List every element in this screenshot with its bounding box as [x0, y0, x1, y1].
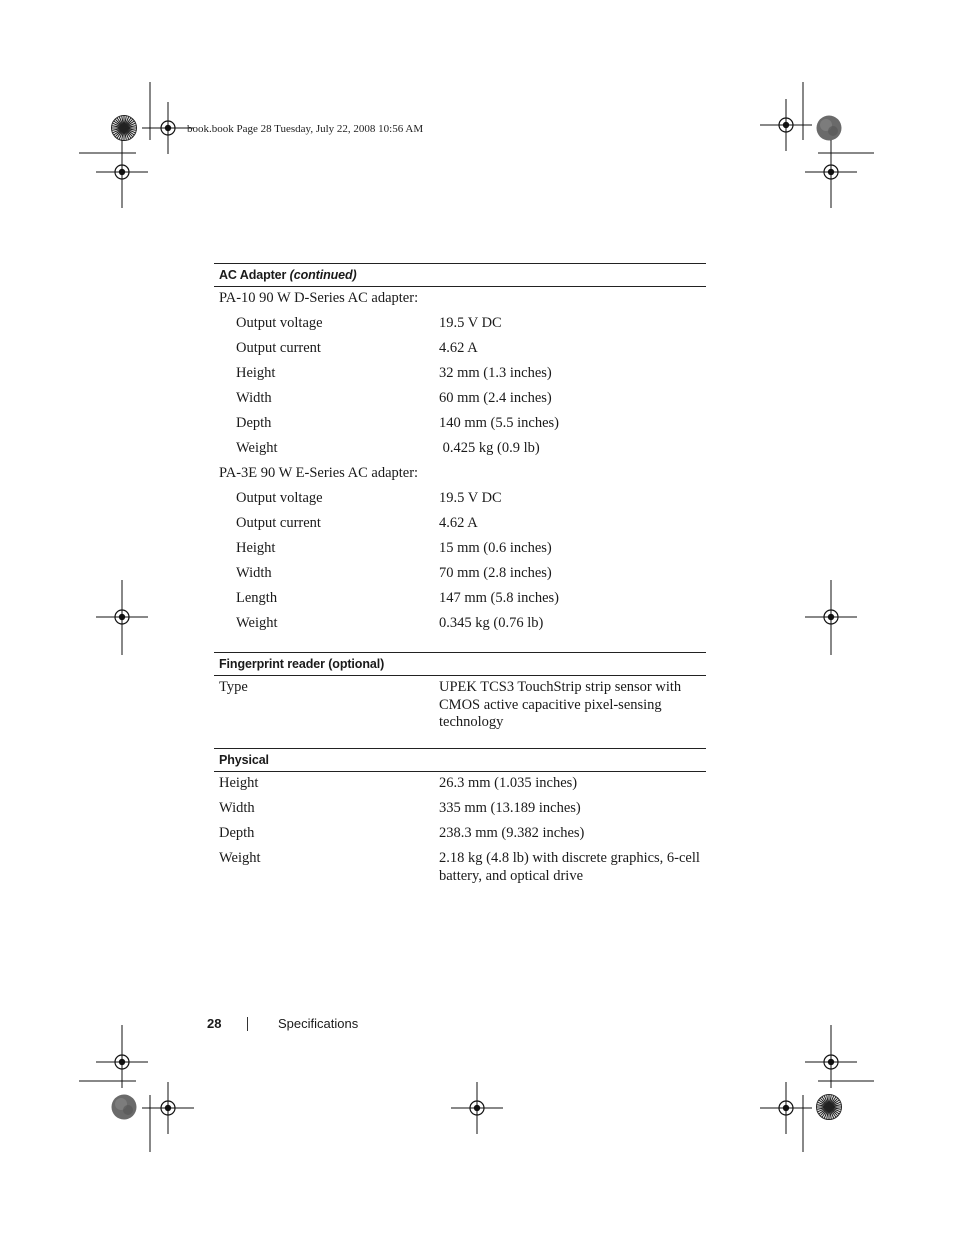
- spec-row: [214, 490, 706, 515]
- spec-value: 4.62 A: [439, 515, 478, 531]
- spec-value: 4.62 A: [439, 340, 478, 356]
- page-number: 28: [207, 1016, 222, 1031]
- spec-key: Width: [236, 390, 272, 406]
- spec-value: 32 mm (1.3 inches): [439, 365, 552, 381]
- spec-row: [214, 515, 706, 540]
- section-fingerprint-reader: [214, 652, 706, 748]
- spec-row: [214, 679, 706, 748]
- spec-key: Width: [219, 800, 255, 816]
- spec-key: Type: [219, 679, 248, 695]
- spec-key: Weight: [236, 440, 278, 456]
- spec-row: [214, 365, 706, 390]
- spec-key: Length: [236, 590, 278, 606]
- spec-key: Height: [236, 365, 276, 381]
- spec-value: 0.425 kg (0.9 lb): [439, 440, 540, 456]
- spec-value: 70 mm (2.8 inches): [439, 565, 552, 581]
- spec-row: [214, 290, 706, 315]
- spec-key: Height: [219, 775, 259, 791]
- spec-key: Output current: [236, 340, 321, 356]
- spec-value: 335 mm (13.189 inches): [439, 800, 581, 816]
- section-header-physical: [214, 748, 706, 772]
- spec-row: [214, 440, 706, 465]
- spec-value: 147 mm (5.8 inches): [439, 590, 560, 606]
- section-header-ac-adapter: [214, 263, 706, 287]
- spec-row: [214, 390, 706, 415]
- spec-value: 238.3 mm (9.382 inches): [439, 825, 585, 841]
- section-title: Physical: [219, 753, 269, 767]
- spec-value: UPEK TCS3 TouchStrip strip sensor with CMOS active capacitive pixel-sensing technology: [439, 679, 682, 730]
- spec-value: 15 mm (0.6 inches): [439, 540, 552, 556]
- spec-row: [214, 465, 706, 490]
- spec-group-label: PA-10 90 W D-Series AC adapter:: [219, 290, 419, 306]
- section-continued-label: (continued): [289, 268, 357, 282]
- spec-row: [214, 800, 706, 825]
- spec-key: Depth: [219, 825, 255, 841]
- spec-key: Output current: [236, 515, 321, 531]
- spec-value: 19.5 V DC: [439, 315, 502, 331]
- spec-row: [214, 615, 706, 652]
- print-header-stamp: book.book Page 28 Tuesday, July 22, 2008 10:56 AM: [187, 123, 424, 135]
- footer-separator: [247, 1017, 248, 1031]
- section-title: Fingerprint reader (optional): [219, 657, 385, 671]
- footer-section-title: Specifications: [278, 1016, 359, 1031]
- section-header-fingerprint: [214, 652, 706, 676]
- spec-value: 2.18 kg (4.8 lb) with discrete graphics, 6-cell battery, and optical drive: [439, 850, 700, 884]
- spec-row: [214, 540, 706, 565]
- spec-key: Weight: [236, 615, 278, 631]
- spec-value: 26.3 mm (1.035 inches): [439, 775, 578, 791]
- spec-row: [214, 565, 706, 590]
- spec-value: 0.345 kg (0.76 lb): [439, 615, 544, 631]
- spec-value: 19.5 V DC: [439, 490, 502, 506]
- spec-row: [214, 315, 706, 340]
- spec-key: Depth: [236, 415, 272, 431]
- spec-key: Weight: [219, 850, 261, 866]
- section-ac-adapter: [214, 263, 706, 652]
- spec-key: Height: [236, 540, 276, 556]
- spec-key: Output voltage: [236, 490, 323, 506]
- spec-group-label: PA-3E 90 W E-Series AC adapter:: [219, 465, 419, 481]
- spec-value: 140 mm (5.5 inches): [439, 415, 560, 431]
- spec-key: Output voltage: [236, 315, 323, 331]
- spec-table: [214, 263, 706, 890]
- spec-row: [214, 775, 706, 800]
- spec-row: [214, 340, 706, 365]
- spec-row: [214, 825, 706, 850]
- section-physical: [214, 748, 706, 890]
- section-title: AC Adapter: [219, 268, 287, 282]
- spec-row: [214, 415, 706, 440]
- spec-row: [214, 850, 706, 890]
- spec-row: [214, 590, 706, 615]
- spec-key: Width: [236, 565, 272, 581]
- spec-value: 60 mm (2.4 inches): [439, 390, 552, 406]
